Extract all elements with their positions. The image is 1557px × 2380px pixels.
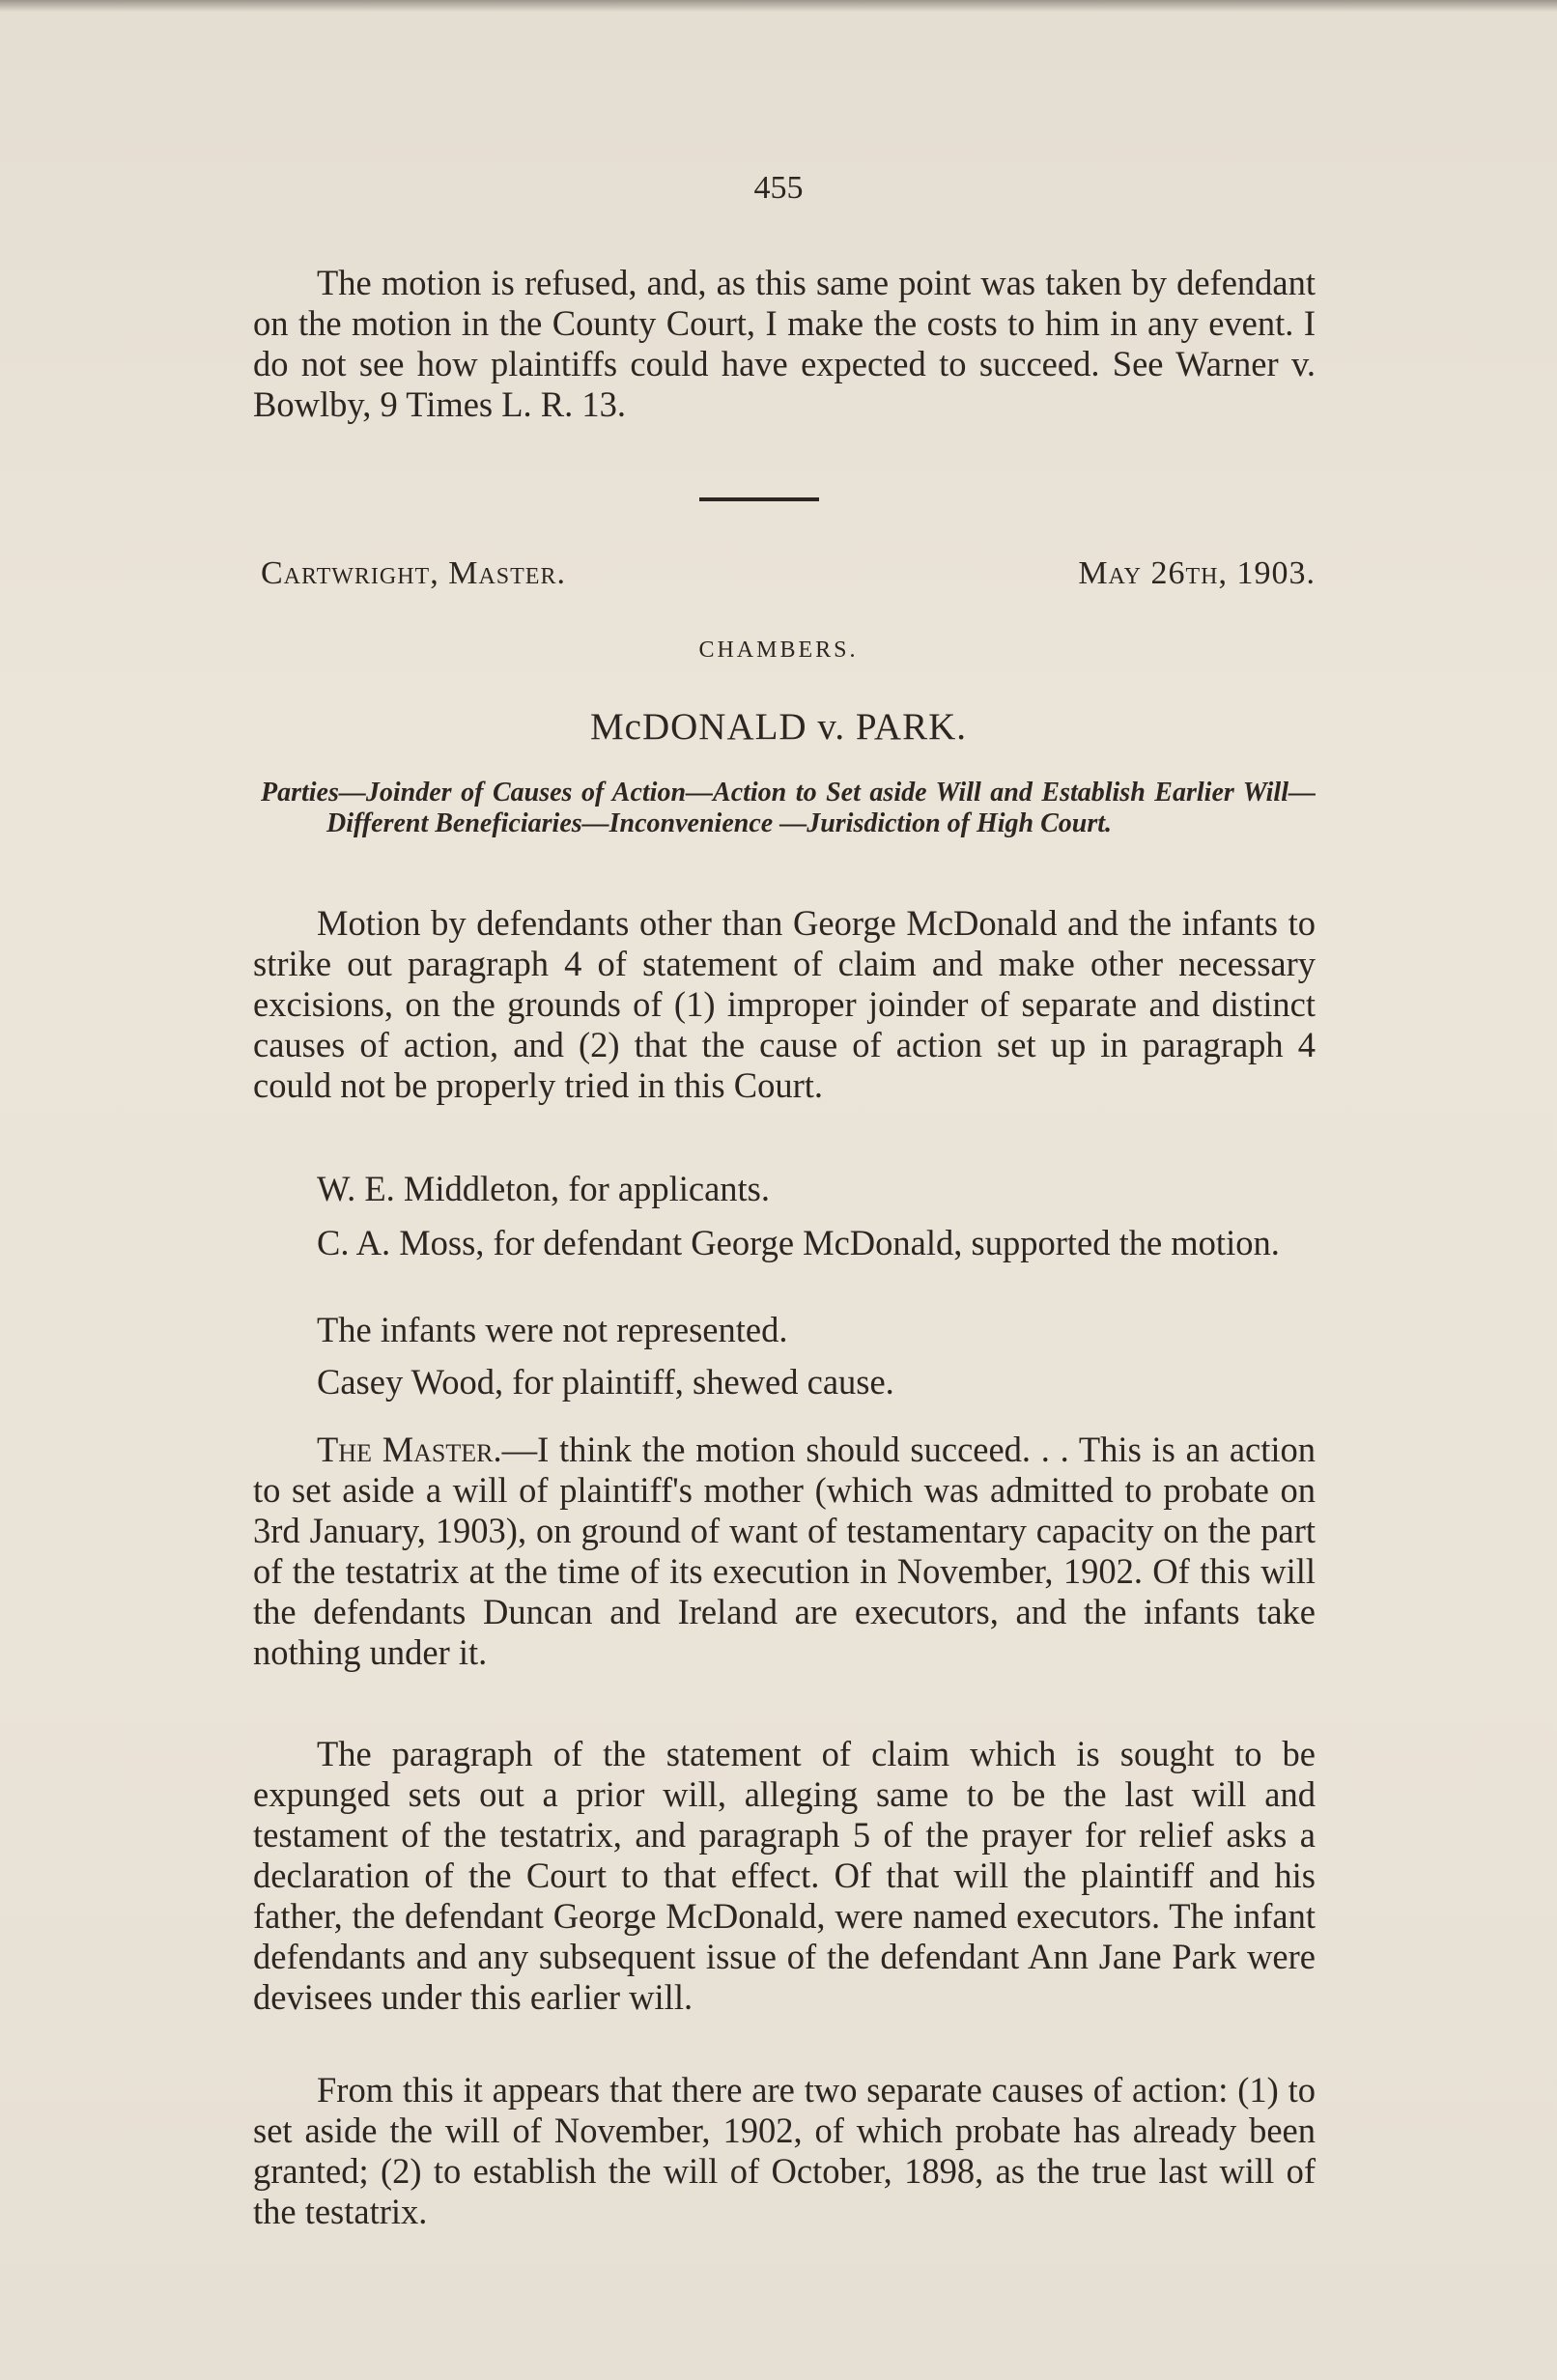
master-text: —I think the motion should succeed. . . This is an action to set aside a will of plaintiff's mother (which was admitted to probate on 3rd January, 1903), on ground of want of testamentary capacity on the part of the testatrix at the time of its execution in November, 1902. Of this will the defendants Duncan and Ireland are executors, and the infants take nothing under it.: [253, 1430, 1316, 1672]
master-label: The Master.: [317, 1430, 502, 1469]
section-divider: [699, 497, 819, 501]
decision-date: May 26th, 1903.: [1078, 555, 1316, 591]
court-division: CHAMBERS.: [698, 638, 859, 663]
judgment-paragraph-3: From this it appears that there are two separate causes of action: (1) to set aside the will of November, 1902, of which probate has already been granted; (2) to establish the will of October, 1898, as the true last will of the testatrix.: [253, 2070, 1316, 2231]
master-judgment-paragraph: [253, 1430, 1316, 1673]
case-title: McDONALD v. PARK.: [589, 706, 968, 748]
motion-paragraph: Motion by defendants other than George McDonald and the infants to strike out paragraph 4 of statement of claim and make other necessary excisions, on the grounds of (1) improper joinder of separate and distinct causes of action, and (2) that the cause of action set up in paragraph 4 could not be properly tried in this Court.: [253, 903, 1316, 1105]
headnote: Parties—Joinder of Causes of Action—Action to Set aside Will and Establish Earlier Will—Different Beneficiaries—Inconvenience —Jurisdiction of High Court.: [261, 778, 1316, 838]
page-number: 455: [753, 170, 804, 206]
counsel-plaintiff: Casey Wood, for plaintiff, shewed cause.: [317, 1362, 894, 1402]
counsel-defendant: C. A. Moss, for defendant George McDonald, supported the motion.: [317, 1223, 1280, 1262]
judge-name: Cartwright, Master.: [261, 555, 566, 591]
counsel-infants: The infants were not represented.: [317, 1310, 788, 1349]
page-top-edge: [0, 0, 1557, 12]
judgment-paragraph-2: The paragraph of the statement of claim which is sought to be expunged sets out a prior will, alleging same to be the last will and testament of the testatrix, and paragraph 5 of the prayer for relief asks a declaration of the Court to that effect. Of that will the plaintiff and his father, the defendant George McDonald, were named executors. The infant defendants and any subsequent issue of the defendant Ann Jane Park were devisees under this earlier will.: [253, 1734, 1316, 2017]
intro-paragraph: The motion is refused, and, as this same point was taken by defendant on the motion in the County Court, I make the costs to him in any event. I do not see how plaintiffs could have expected to succeed. See Warner v. Bowlby, 9 Times L. R. 13.: [253, 263, 1316, 424]
counsel-applicants: W. E. Middleton, for applicants.: [317, 1169, 771, 1208]
